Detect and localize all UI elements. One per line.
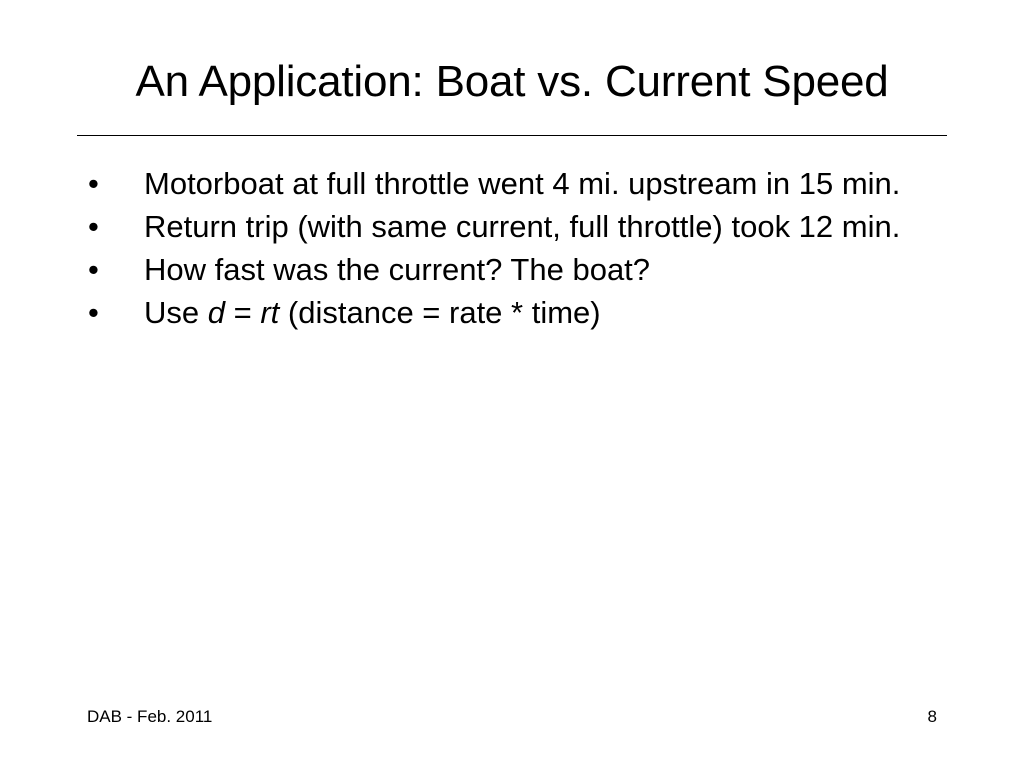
bullet-item (0, 249, 1024, 291)
formula-equals: = (225, 295, 261, 330)
formula-variable-d: d (207, 295, 225, 330)
title-divider (77, 135, 947, 136)
bullet-item (0, 206, 1024, 248)
bullet-text: Return trip (with same current, full throttle) took 12 min. (144, 209, 901, 244)
bullet-icon: • (88, 252, 99, 287)
bullet-item (0, 163, 1024, 205)
formula-prefix: Use (144, 295, 208, 330)
bullet-item (0, 292, 1024, 334)
formula-variable-rt: rt (260, 295, 280, 330)
bullet-text: How fast was the current? The boat? (144, 252, 651, 287)
bullet-icon: • (88, 166, 99, 201)
slide-title: An Application: Boat vs. Current Speed (135, 57, 889, 106)
page-number: 8 (927, 707, 937, 726)
bullet-icon: • (88, 209, 99, 244)
footer-author-date: DAB - Feb. 2011 (87, 707, 213, 726)
bullet-text-formula (144, 295, 601, 330)
bullet-list (0, 163, 1024, 334)
bullet-text: Motorboat at full throttle went 4 mi. upstream in 15 min. (144, 166, 901, 201)
bullet-icon: • (88, 295, 99, 330)
formula-suffix: (distance = rate * time) (279, 295, 601, 330)
